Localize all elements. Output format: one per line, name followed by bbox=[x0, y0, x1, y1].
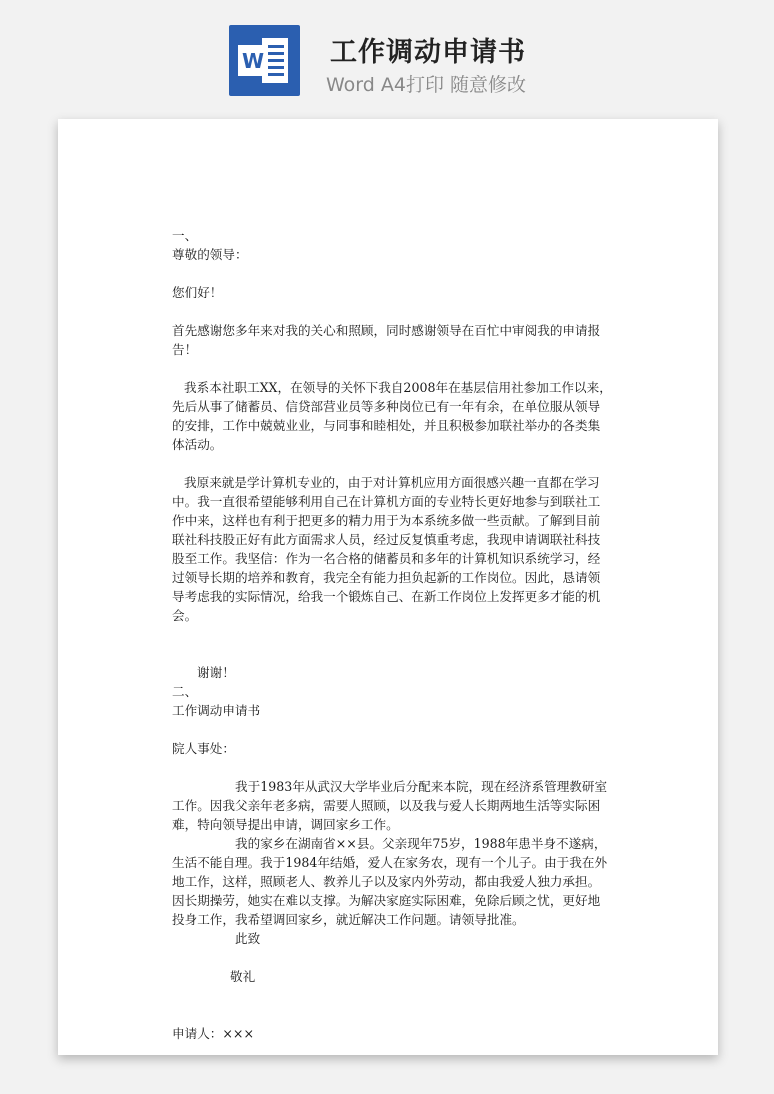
svg-text:W: W bbox=[241, 49, 265, 73]
salutation: 尊敬的领导： bbox=[172, 247, 248, 262]
thanks-line: 谢谢！ bbox=[197, 665, 235, 680]
paragraph: 首先感谢您多年来对我的关心和照顾，同时感谢领导在百忙中审阅我的申请报告！ bbox=[172, 323, 601, 357]
closing-line: 敬礼 bbox=[230, 969, 256, 984]
closing-line: 此致 bbox=[235, 931, 261, 946]
header bbox=[0, 0, 774, 110]
paragraph: 我系本社职工XX，在领导的关怀下我自2008年在基层信用社参加工作以来，先后从事了储蓄员、信贷部营业员等多种岗位已有一年有余，在单位服从领导的安排，工作中兢兢业业，与同事和睦相处，并且积极参加联社举办的各类集体活动。 bbox=[172, 380, 612, 452]
document-page bbox=[58, 119, 718, 1055]
paragraph: 我于1983年从武汉大学毕业后分配来本院，现在经济系管理教研室工作。因我父亲年老多病，需要人照顾，以及我与爱人长期两地生活等实际困难，特向领导提出申请，调回家乡工作。 bbox=[172, 779, 608, 832]
document-body bbox=[172, 226, 612, 1043]
signature: 申请人：××× bbox=[172, 1026, 255, 1041]
paragraph: 我的家乡在湖南省××县。父亲现年75岁，1988年患半身不遂病，生活不能自理。我于1984年结婚，爱人在家务农，现有一个儿子。由于我在外地工作，这样，照顾老人、教养儿子以及家内外劳动，都由我爱人独力承担。因长期操劳，她实在难以支撑。为解决家庭实际困难，免除后顾之忧，更好地投身工作，我希望调回家乡，就近解决工作问题。请领导批准。 bbox=[172, 836, 608, 927]
paragraph: 我原来就是学计算机专业的，由于对计算机应用方面很感兴趣一直都在学习中。我一直很希望能够利用自己在计算机方面的专业特长更好地参与到联社工作中来，这样也有利于把更多的精力用于为本系统多做一些贡献。了解到目前联社科技股正好有此方面需求人员，经过反复慎重考虑，我现申请调联社科技股至工作。我坚信：作为一名合格的储蓄员和多年的计算机知识系统学习，经过领导长期的培养和教育，我完全有能力担负起新的工作岗位。因此，恳请领导考虑我的实际情况，给我一个锻炼自己、在新工作岗位上发挥更多才能的机会。 bbox=[172, 475, 601, 623]
section-one-marker: 一、 bbox=[172, 228, 198, 243]
word-document-icon bbox=[229, 25, 300, 96]
greeting: 您们好！ bbox=[172, 285, 223, 300]
salutation: 院人事处： bbox=[172, 741, 235, 756]
section-two-marker: 二、 bbox=[172, 684, 198, 699]
page-title: 工作调动申请书 bbox=[330, 37, 526, 68]
page-subtitle: Word A4打印 随意修改 bbox=[326, 74, 527, 96]
section-title: 工作调动申请书 bbox=[172, 703, 261, 718]
